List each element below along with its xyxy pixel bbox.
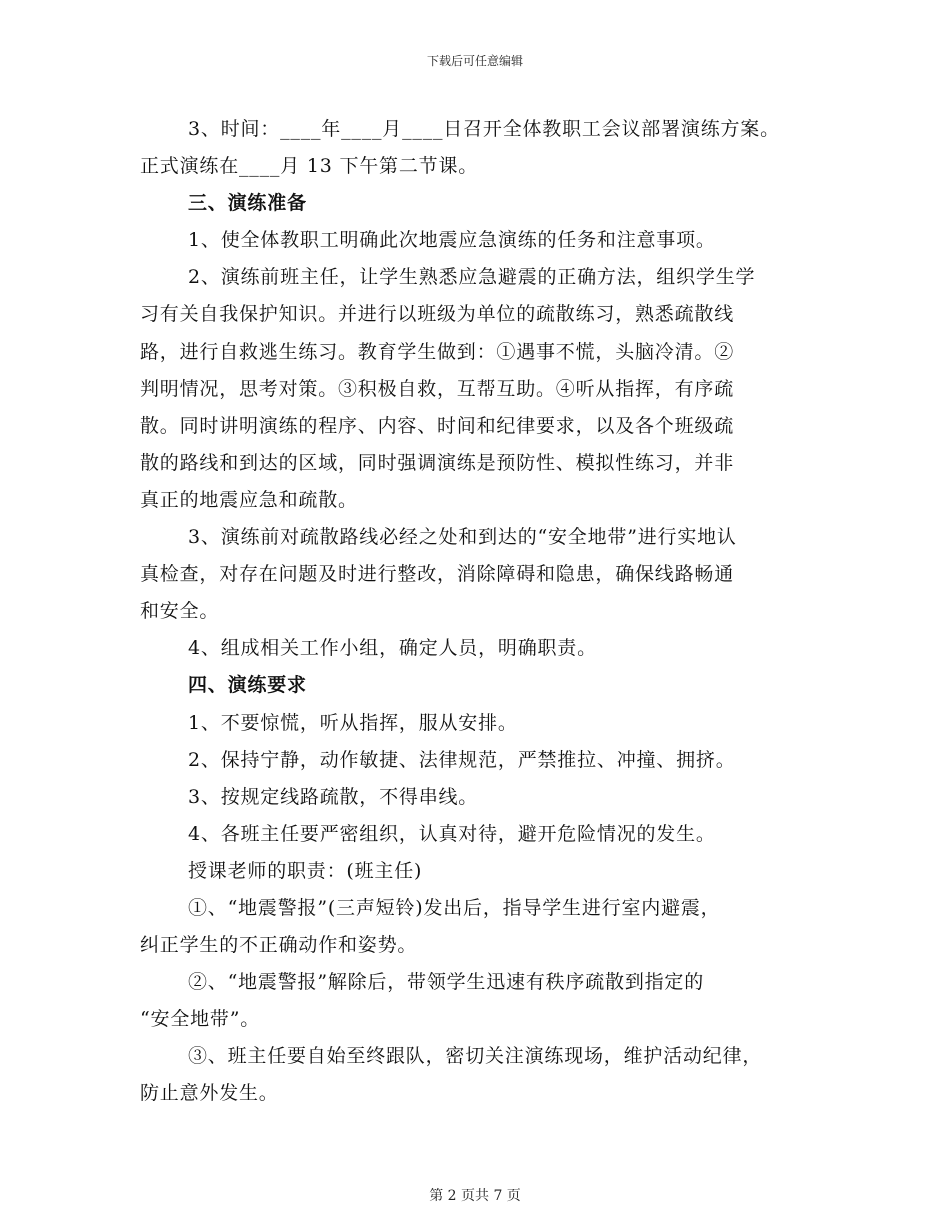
body-line: ③、班主任要自始至终跟队，密切关注演练现场，维护活动纪律，: [188, 1045, 763, 1068]
body-line: 防止意外发生。: [140, 1082, 279, 1105]
document-body: [140, 111, 820, 1113]
body-line: 真正的地震应急和疏散。: [140, 488, 358, 511]
body-line: 路，进行自救逃生练习。教育学生做到：①遇事不慌，头脑冷清。②: [140, 340, 735, 363]
page-footer: 第 2 页共 7 页: [429, 1188, 521, 1204]
body-line: 3、演练前对疏散路线必经之处和到达的“安全地带”进行实地认: [188, 526, 737, 549]
body-line: 习有关自我保护知识。并进行以班级为单位的疏散练习，熟悉疏散线: [140, 303, 735, 326]
body-line: 散的路线和到达的区域，同时强调演练是预防性、模拟性练习，并非: [140, 451, 735, 474]
body-line: 授课老师的职责：(班主任): [188, 859, 423, 882]
body-line: 散。同时讲明演练的程序、内容、时间和纪律要求，以及各个班级疏: [140, 414, 735, 437]
section-heading: 四、演练要求: [188, 674, 307, 697]
body-line: 真检查，对存在问题及时进行整改，消除障碍和隐患，确保线路畅通: [140, 563, 735, 586]
body-line: ②、“地震警报”解除后，带领学生迅速有秩序疏散到指定的: [188, 971, 705, 994]
body-line: 4、组成相关工作小组，确定人员，明确职责。: [188, 637, 597, 660]
body-line: 4、各班主任要严密组织，认真对待，避开危险情况的发生。: [188, 822, 716, 845]
body-line: 正式演练在____月 13 下午第二节课。: [140, 155, 479, 178]
body-line: 纠正学生的不正确动作和姿势。: [140, 934, 418, 957]
body-line: 和安全。: [140, 600, 220, 623]
body-line: ①、“地震警报”(三声短铃)发出后，指导学生进行室内避震，: [188, 896, 721, 919]
body-line: 判明情况，思考对策。③积极自救，互帮互助。④听从指挥，有序疏: [140, 377, 735, 400]
body-line: 1、不要惊慌，听从指挥，服从安排。: [188, 711, 518, 734]
body-line: 2、保持宁静，动作敏捷、法律规范，严禁推拉、冲撞、拥挤。: [188, 748, 736, 771]
section-heading: 三、演练准备: [188, 192, 307, 215]
body-line: 1、使全体教职工明确此次地震应急演练的任务和注意事项。: [188, 229, 716, 252]
body-line: 3、按规定线路疏散，不得串线。: [188, 785, 479, 808]
page-header: 下载后可任意编辑: [426, 54, 523, 68]
body-line: 2、演练前班主任，让学生熟悉应急避震的正确方法，组织学生学: [188, 266, 756, 289]
body-line: “安全地带”。: [140, 1008, 261, 1031]
body-line: 3、时间：____年____月____日召开全体教职工会议部署演练方案。: [188, 118, 780, 140]
